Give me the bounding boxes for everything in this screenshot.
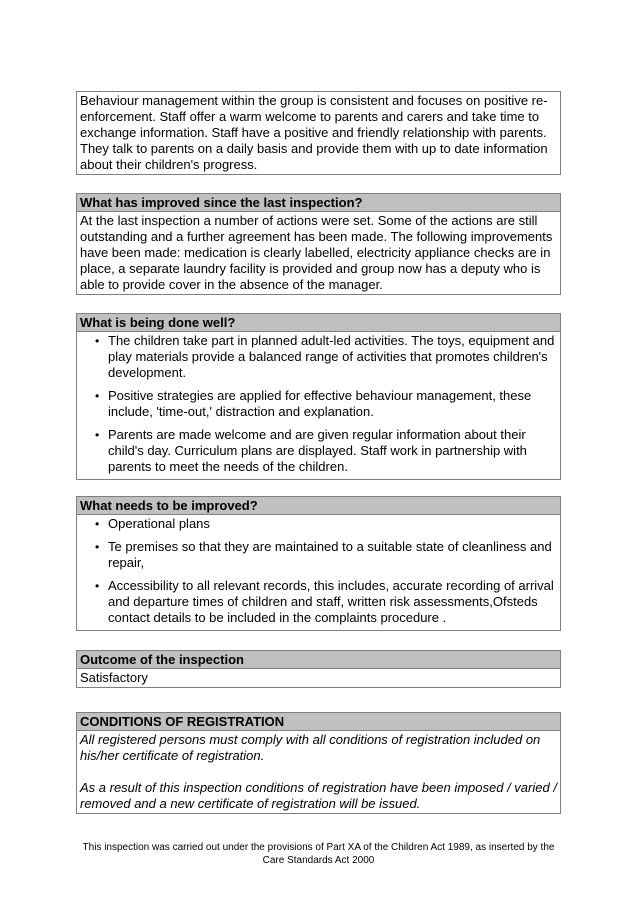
conditions-paragraph-1: All registered persons must comply with all conditions of registration included on his/her certificate of registration.	[80, 732, 541, 763]
outcome-section-body	[77, 669, 560, 687]
done-well-heading: What is being done well?	[77, 314, 560, 332]
done-well-section-body	[77, 332, 560, 479]
list-item	[94, 427, 557, 475]
bullet-icon: •	[95, 517, 100, 531]
bullet-icon: •	[95, 579, 100, 593]
outcome-heading: Outcome of the inspection	[77, 651, 560, 669]
list-item	[94, 388, 557, 420]
improved-section-body	[77, 212, 560, 294]
to-improve-item-text: Te premises so that they are maintained to a suitable state of cleanliness and repair,	[108, 539, 552, 570]
to-improve-list	[80, 516, 557, 626]
bullet-icon: •	[95, 389, 100, 403]
behaviour-section	[76, 91, 561, 175]
bullet-icon: •	[95, 334, 100, 348]
conditions-section	[76, 712, 561, 814]
to-improve-item-text: Accessibility to all relevant records, this includes, accurate recording of arrival and departure times of children and staff, written risk assessments,Ofsteds contact details to be included in the complaints procedure .	[108, 578, 554, 625]
done-well-item-text: The children take part in planned adult-led activities. The toys, equipment and play materials provide a balanced range of activities that promotes children's development.	[108, 333, 555, 380]
behaviour-section-body	[77, 92, 560, 174]
to-improve-section-body	[77, 515, 560, 630]
conditions-section-body	[77, 731, 560, 813]
improved-text: At the last inspection a number of actions were set. Some of the actions are still outstanding and a further agreement has been made. The following improvements have been made: medication is clearly labelled, electricity appliance checks are in place, a separate laundry facility is provided and group now has a deputy who is able to provide cover in the absence of the manager.	[80, 213, 553, 292]
list-item	[94, 539, 557, 571]
bullet-icon: •	[95, 428, 100, 442]
bullet-icon: •	[95, 540, 100, 554]
to-improve-section	[76, 496, 561, 631]
list-item	[94, 333, 557, 381]
list-item	[94, 578, 557, 626]
done-well-item-text: Positive strategies are applied for effective behaviour management, these include, 'time-out,' distraction and explanation.	[108, 388, 532, 419]
behaviour-text: Behaviour management within the group is consistent and focuses on positive re-enforcement. Staff offer a warm welcome to parents and carers and take time to exchange information. Staff have a positive and friendly relationship with parents. They talk to parents on a daily basis and provide them with up to date information about their children's progress.	[80, 93, 548, 172]
list-item	[94, 516, 557, 532]
improved-section	[76, 193, 561, 295]
outcome-text: Satisfactory	[80, 670, 148, 685]
done-well-list	[80, 333, 557, 475]
page-footer: This inspection was carried out under the provisions of Part XA of the Children Act 1989, as inserted by the Care Standards Act 2000	[82, 842, 555, 866]
outcome-section	[76, 650, 561, 688]
improved-heading: What has improved since the last inspection?	[77, 194, 560, 212]
conditions-heading: CONDITIONS OF REGISTRATION	[77, 713, 560, 731]
done-well-section	[76, 313, 561, 480]
to-improve-heading: What needs to be improved?	[77, 497, 560, 515]
to-improve-item-text: Operational plans	[108, 516, 210, 531]
done-well-item-text: Parents are made welcome and are given regular information about their child's day. Curriculum plans are displayed. Staff work in partnership with parents to meet the needs of the children.	[108, 427, 527, 474]
conditions-paragraph-2: As a result of this inspection conditions of registration have been imposed / varied / removed and a new certificate of registration will be issued.	[80, 780, 557, 811]
